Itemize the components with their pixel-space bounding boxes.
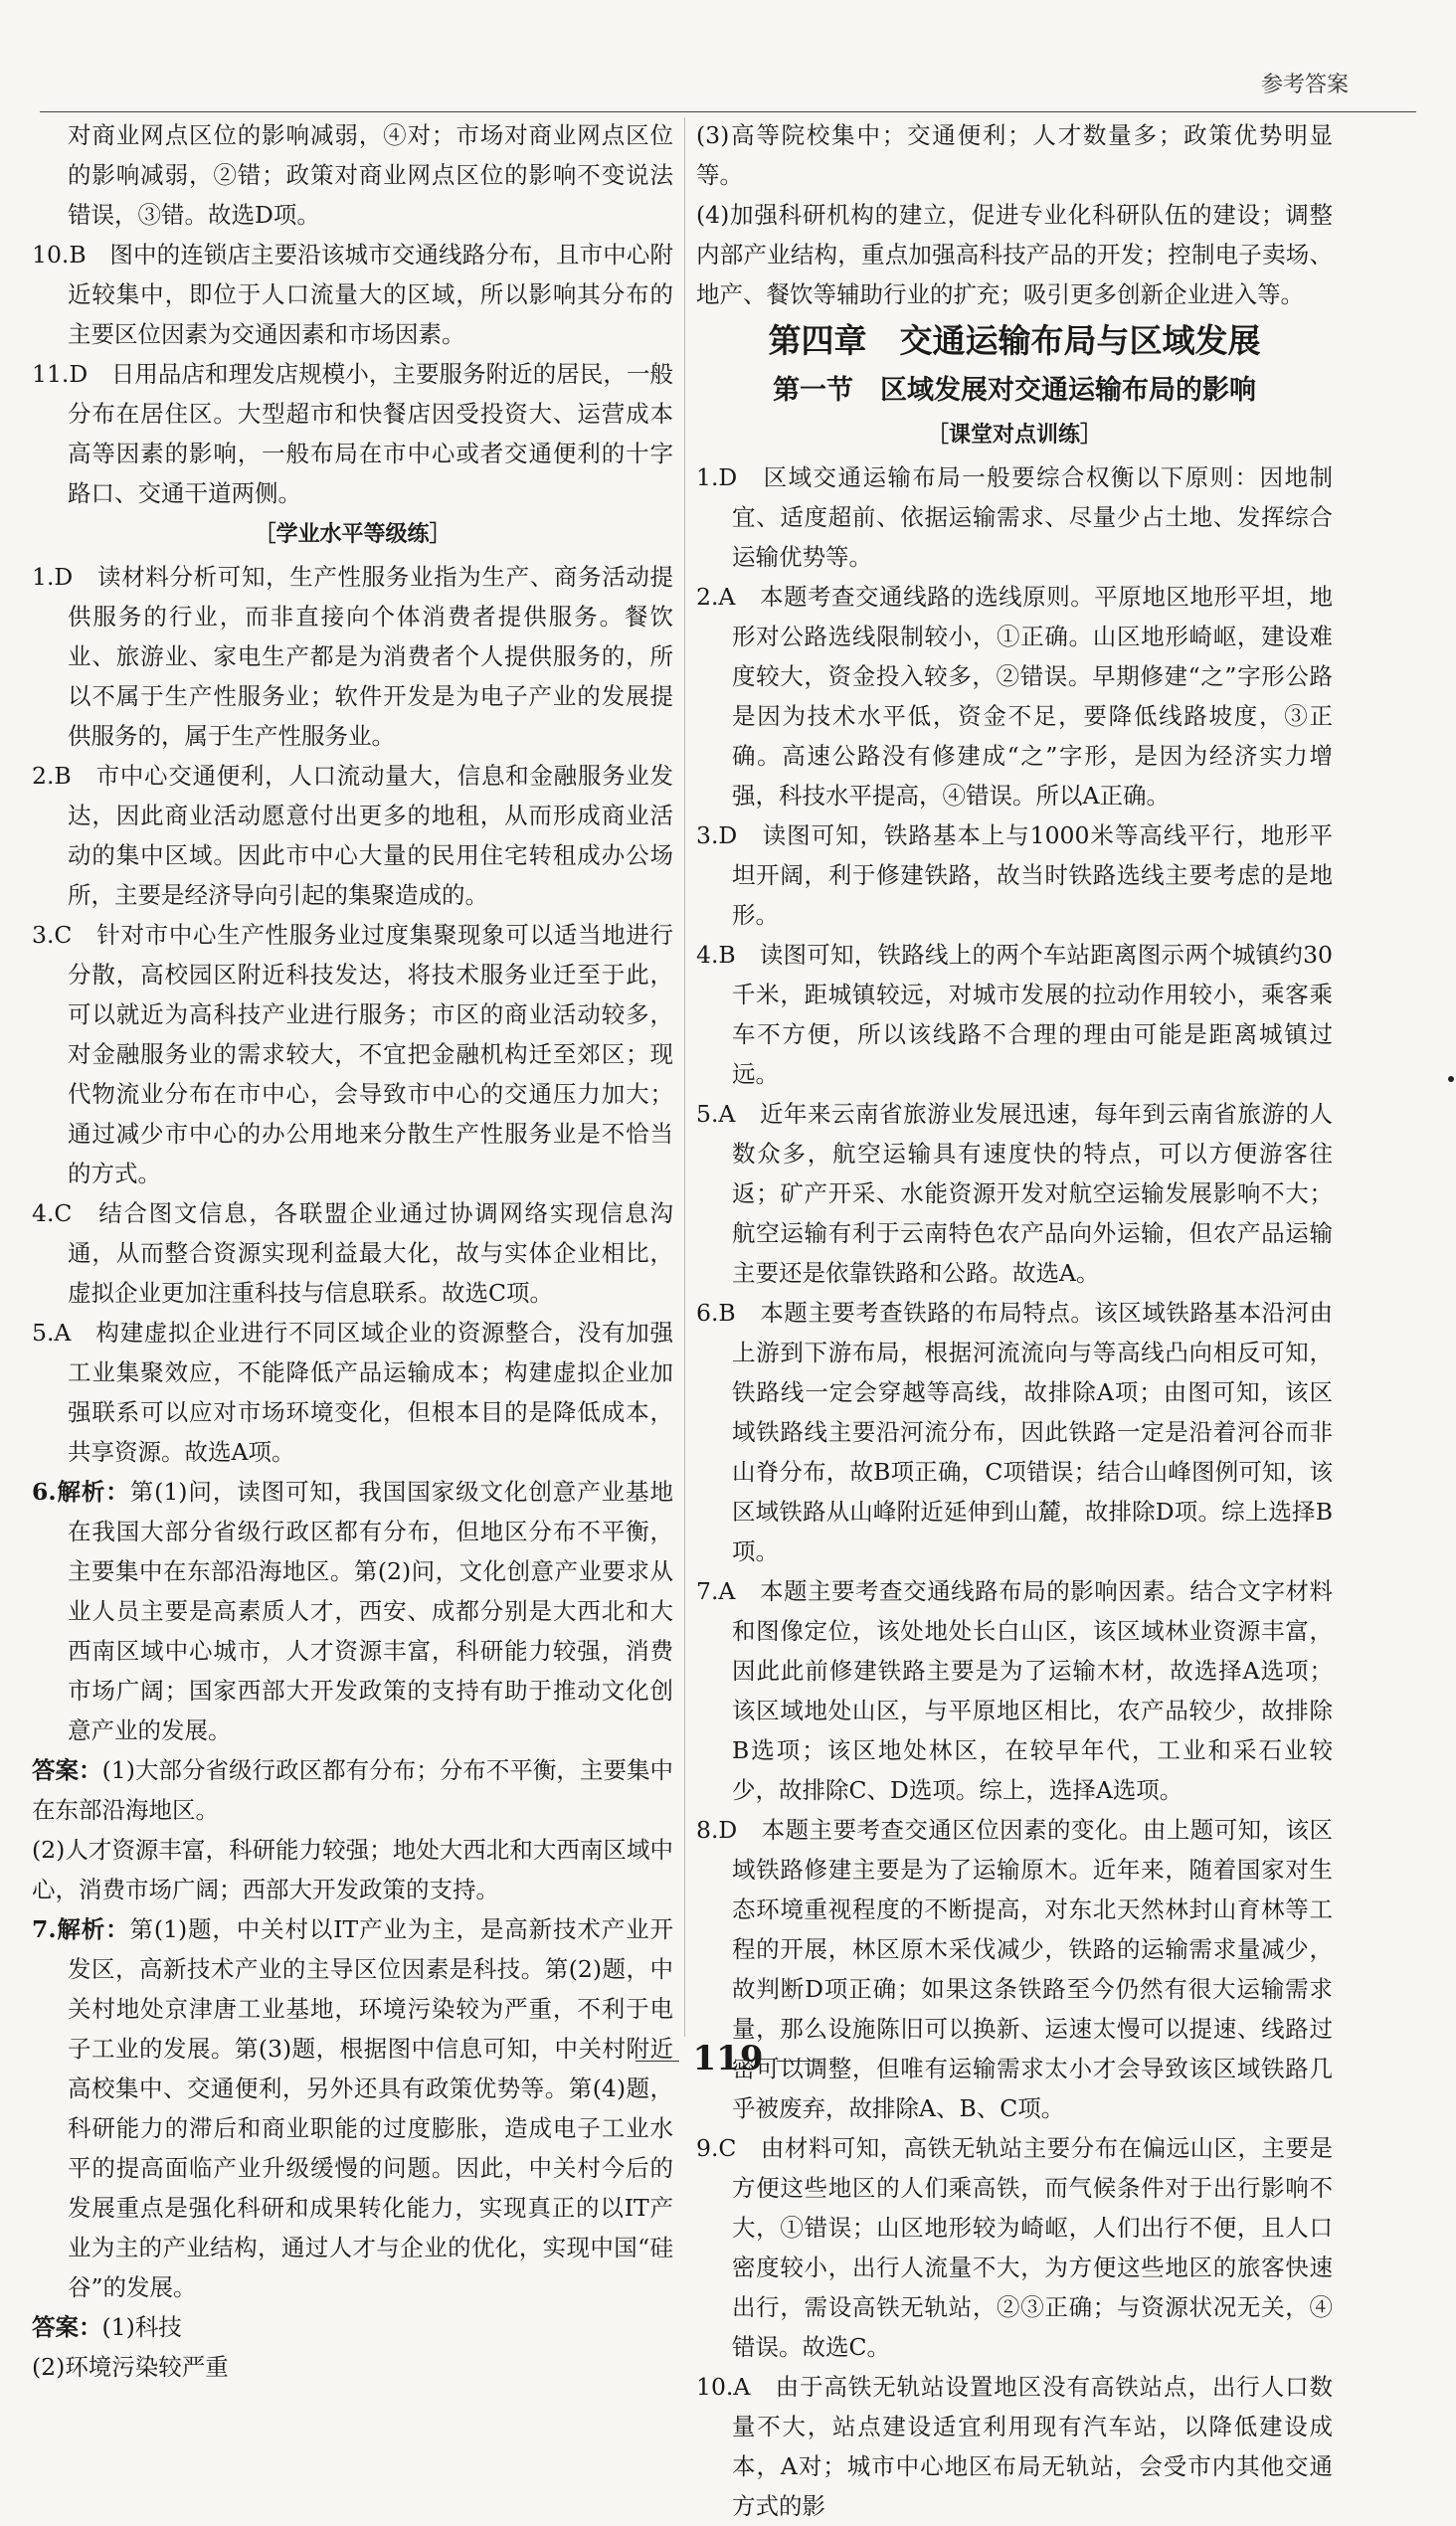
right-item-13 [696, 2128, 1333, 2367]
answer-label: 7.解析： [32, 1915, 130, 1943]
column-divider [684, 117, 685, 2037]
right-column [696, 115, 1333, 2526]
binding-mark [1448, 1076, 1454, 1082]
right-item-6 [696, 577, 1333, 815]
left-sub-14 [32, 2347, 673, 2387]
left-item-5 [32, 756, 673, 915]
right-item-9 [696, 1094, 1333, 1293]
block-text: 10.A 由于高铁无轨站设置地区没有高铁站点，出行人口数量不大，站点建设适宜利用现有汽车站，以降低建设成本，A对；城市中心地区布局无轨站，会受市内其他交通方式的影 [696, 2373, 1333, 2520]
block-text: 4.C 结合图文信息，各联盟企业通过协调网络实现信息沟通，从而整合资源实现利益最大化，故与实体企业相比，虚拟企业更加注重科技与信息联系。故选C项。 [32, 1199, 673, 1307]
right-sub-1 [696, 195, 1333, 314]
left-item-4 [32, 557, 673, 756]
right-item-7 [696, 815, 1333, 935]
block-text: 5.A 构建虚拟企业进行不同区域企业的资源整合，没有加强工业集聚效应，不能降低产品运输成本；构建虚拟企业加强联系可以应对市场环境变化，但根本目的是降低成本，共享资源。故选A项。 [32, 1319, 673, 1466]
left-cont-0 [32, 115, 673, 235]
right-item-14 [696, 2367, 1333, 2526]
block-text: 第四章 交通运输布局与区域发展 [768, 321, 1261, 360]
block-text: (1)科技 [101, 2313, 182, 2341]
header-divider [40, 111, 1416, 112]
right-item-5 [696, 457, 1333, 577]
block-text: 1.D 区域交通运输布局一般要综合权衡以下原则：因地制宜、适度超前、依据运输需求、尽量少占土地、发挥综合运输优势等。 [696, 463, 1333, 571]
left-item-6 [32, 915, 673, 1193]
block-text: 2.B 市中心交通便利，人口流动量大，信息和金融服务业发达，因此商业活动愿意付出更多的地租，从而形成商业活动的集中区域。因此市中心大量的民用住宅转租成办公场所，主要是经济导向引起的集聚造成的。 [32, 762, 673, 909]
block-text: 7.A 本题主要考查交通线路布局的影响因素。结合文字材料和图像定位，该处地处长白山区，该区域林业资源丰富，因此此前修建铁路主要是为了运输木材，故选择A选项；该区域地处山区，与平原地区相比，农产品较少，故排除B选项；该区地处林区，在较早年代，工业和采石业较少，故排除C、D选项。综上，选择A选项。 [696, 1577, 1333, 1804]
block-text: (2)环境污染较严重 [32, 2353, 229, 2381]
left-item-7 [32, 1193, 673, 1313]
left-item-8 [32, 1313, 673, 1472]
block-text: 3.C 针对市中心生产性服务业过度集聚现象可以适当地进行分散，高校园区附近科技发达，将技术服务业迁至于此，可以就近为高科技产业进行服务；市区的商业活动较多，对金融服务业的需求较大，不宜把金融机构迁至郊区；现代物流业分布在市中心，会导致市中心的交通压力加大；通过减少市中心的办公用地来分散生产性服务业是不恰当的方式。 [32, 921, 673, 1187]
block-text: ［学业水平等级练］ [254, 522, 452, 547]
block-text: 8.D 本题主要考查交通区位因素的变化。由上题可知，该区域铁路修建主要是为了运输原木。近年来，随着国家对生态环境重视程度的不断提高，对东北天然林封山育林等工程的开展，林区原木采伐减少，铁路的运输需求量减少，故判断D项正确；如果这条铁路至今仍然有很大运输需求量，那么设施陈旧可以换新、运速太慢可以提速、线路过密可以调整，但唯有运输需求太小才会导致该区域铁路几乎被废弃，故排除A、B、C项。 [696, 1816, 1333, 2122]
block-text: 第(1)问，读图可知，我国国家级文化创意产业基地在我国大部分省级行政区都有分布，但地区分布不平衡，主要集中在东部沿海地区。第(2)问，文化创意产业要求从业人员主要是高素质人才，西安、成都分别是大西北和大西南区域中心城市，人才资源丰富，科研能力较强，消费市场广阔；国家西部大开发政策的支持有助于推动文化创意产业的发展。 [68, 1478, 673, 1744]
block-text: 5.A 近年来云南省旅游业发展迅速，每年到云南省旅游的人数众多，航空运输具有速度快的特点，可以方便游客往返；矿产开采、水能资源开发对航空运输发展影响不大；航空运输有利于云南特色农产品向外运输，但农产品运输主要还是依靠铁路和公路。故选A。 [696, 1100, 1333, 1287]
block-text: (3)高等院校集中；交通便利；人才数量多；政策优势明显等。 [696, 121, 1333, 189]
block-text: 9.C 由材料可知，高铁无轨站主要分布在偏远山区，主要是方便这些地区的人们乘高铁，而气候条件对于出行影响不大，①错误；山区地形较为崎岖，人们出行不便，且人口密度较小，出行人流量不大，为方便这些地区的旅客快速出行，需设高铁无轨站，②③正确；与资源状况无关，④错误。故选C。 [696, 2134, 1333, 2361]
right-section-3 [696, 368, 1333, 414]
footer-dash-right [777, 2061, 820, 2062]
left-sub-10 [32, 1750, 673, 1830]
block-text: 2.A 本题考查交通线路的选线原则。平原地区地形平坦，地形对公路选线限制较小，①正确。山区地形崎岖，建设难度较大，资金投入较多，②错误。早期修建“之”字形公路是因为技术水平低，资金不足，要降低线路坡度，③正确。高速公路没有修建成“之”字形，是因为经济实力增强，科技水平提高，④错误。所以A正确。 [696, 583, 1333, 810]
block-text: 6.B 本题主要考查铁路的布局特点。该区域铁路基本沿河由上游到下游布局，根据河流流向与等高线凸向相反可知，铁路线一定会穿越等高线，故排除A项；由图可知，该区域铁路线主要沿河流分布，因此铁路一定是沿着河谷而非山脊分布，故B项正确，C项错误；结合山峰图例可知，该区域铁路从山峰附近延伸到山麓，故排除D项。综上选择B项。 [696, 1299, 1333, 1565]
block-text: 1.D 读材料分析可知，生产性服务业指为生产、商务活动提供服务的行业，而非直接向个体消费者提供服务。餐饮业、旅游业、家电生产都是为消费者个人提供服务的，所以不属于生产性服务业；软件开发是为电子产业的发展提供服务的，属于生产性服务业。 [32, 563, 673, 750]
block-text: (4)加强科研机构的建立，促进专业化科研队伍的建设；调整内部产业结构，重点加强高科技产品的开发；控制电子卖场、地产、餐饮等辅助行业的扩充；吸引更多创新企业进入等。 [696, 201, 1333, 308]
right-item-11 [696, 1571, 1333, 1810]
block-text: 10.B 图中的连锁店主要沿该城市交通线路分布，且市中心附近较集中，即位于人口流量大的区域，所以影响其分布的主要区位因素为交通因素和市场因素。 [32, 241, 673, 348]
block-text: (2)人才资源丰富，科研能力较强；地处大西北和大西南区域中心，消费市场广阔；西部大开发政策的支持。 [32, 1836, 673, 1903]
right-item-12 [696, 1810, 1333, 2128]
right-item-10 [696, 1293, 1333, 1571]
answer-label: 答案： [32, 1756, 102, 1784]
footer-dash-left [636, 2061, 679, 2062]
block-text: (1)大部分省级行政区都有分布；分布不平衡，主要集中在东部沿海地区。 [32, 1756, 674, 1824]
page-header-title: 参考答案 [1260, 73, 1349, 97]
page-number: 119 [692, 2039, 764, 2078]
page-footer [0, 2039, 1456, 2078]
left-item-1 [32, 235, 673, 354]
block-text: ［课堂对点训练］ [926, 423, 1102, 448]
right-chapter-2 [696, 314, 1333, 368]
left-sect-3 [32, 515, 673, 555]
right-item-8 [696, 935, 1333, 1094]
answer-label: 6.解析： [32, 1478, 130, 1506]
left-sub-13 [32, 2307, 673, 2347]
answer-label: 答案： [32, 2313, 102, 2341]
right-sect-4 [696, 416, 1333, 455]
block-text: 第一节 区域发展对交通运输布局的影响 [773, 375, 1256, 406]
left-item-2 [32, 354, 673, 513]
block-text: 对商业网点区位的影响减弱，④对；市场对商业网点区位的影响减弱，②错；政策对商业网点区位的影响不变说法错误，③错。故选D项。 [68, 121, 673, 229]
block-text: 3.D 读图可知，铁路基本上与1000米等高线平行，地形平坦开阔，利于修建铁路，故当时铁路选线主要考虑的是地形。 [696, 821, 1333, 929]
right-sub-0 [696, 115, 1333, 195]
left-item-12 [32, 1909, 673, 2307]
block-text: 4.B 读图可知，铁路线上的两个车站距离图示两个城镇约30千米，距城镇较远，对城市发展的拉动作用较小，乘客乘车不方便，所以该线路不合理的理由可能是距离城镇过远。 [696, 941, 1333, 1088]
left-item-9 [32, 1472, 673, 1750]
block-text: 第(1)题，中关村以IT产业为主，是高新技术产业开发区，高新技术产业的主导区位因素是科技。第(2)题，中关村地处京津唐工业基地，环境污染较为严重，不利于电子工业的发展。第(3)题，根据图中信息可知，中关村附近高校集中、交通便利，另外还具有政策优势等。第(4)题，科研能力的滞后和商业职能的过度膨胀，造成电子工业水平的提高面临产业升级缓慢的问题。因此，中关村今后的发展重点是强化科研和成果转化能力，实现真正的以IT产业为主的产业结构，通过人才与企业的优化，实现中国“硅谷”的发展。 [68, 1915, 673, 2301]
block-text: 11.D 日用品店和理发店规模小，主要服务附近的居民，一般分布在居住区。大型超市和快餐店因受投资大、运营成本高等因素的影响，一般布局在市中心或者交通便利的十字路口、交通干道两侧。 [32, 360, 673, 507]
left-sub-11 [32, 1830, 673, 1909]
